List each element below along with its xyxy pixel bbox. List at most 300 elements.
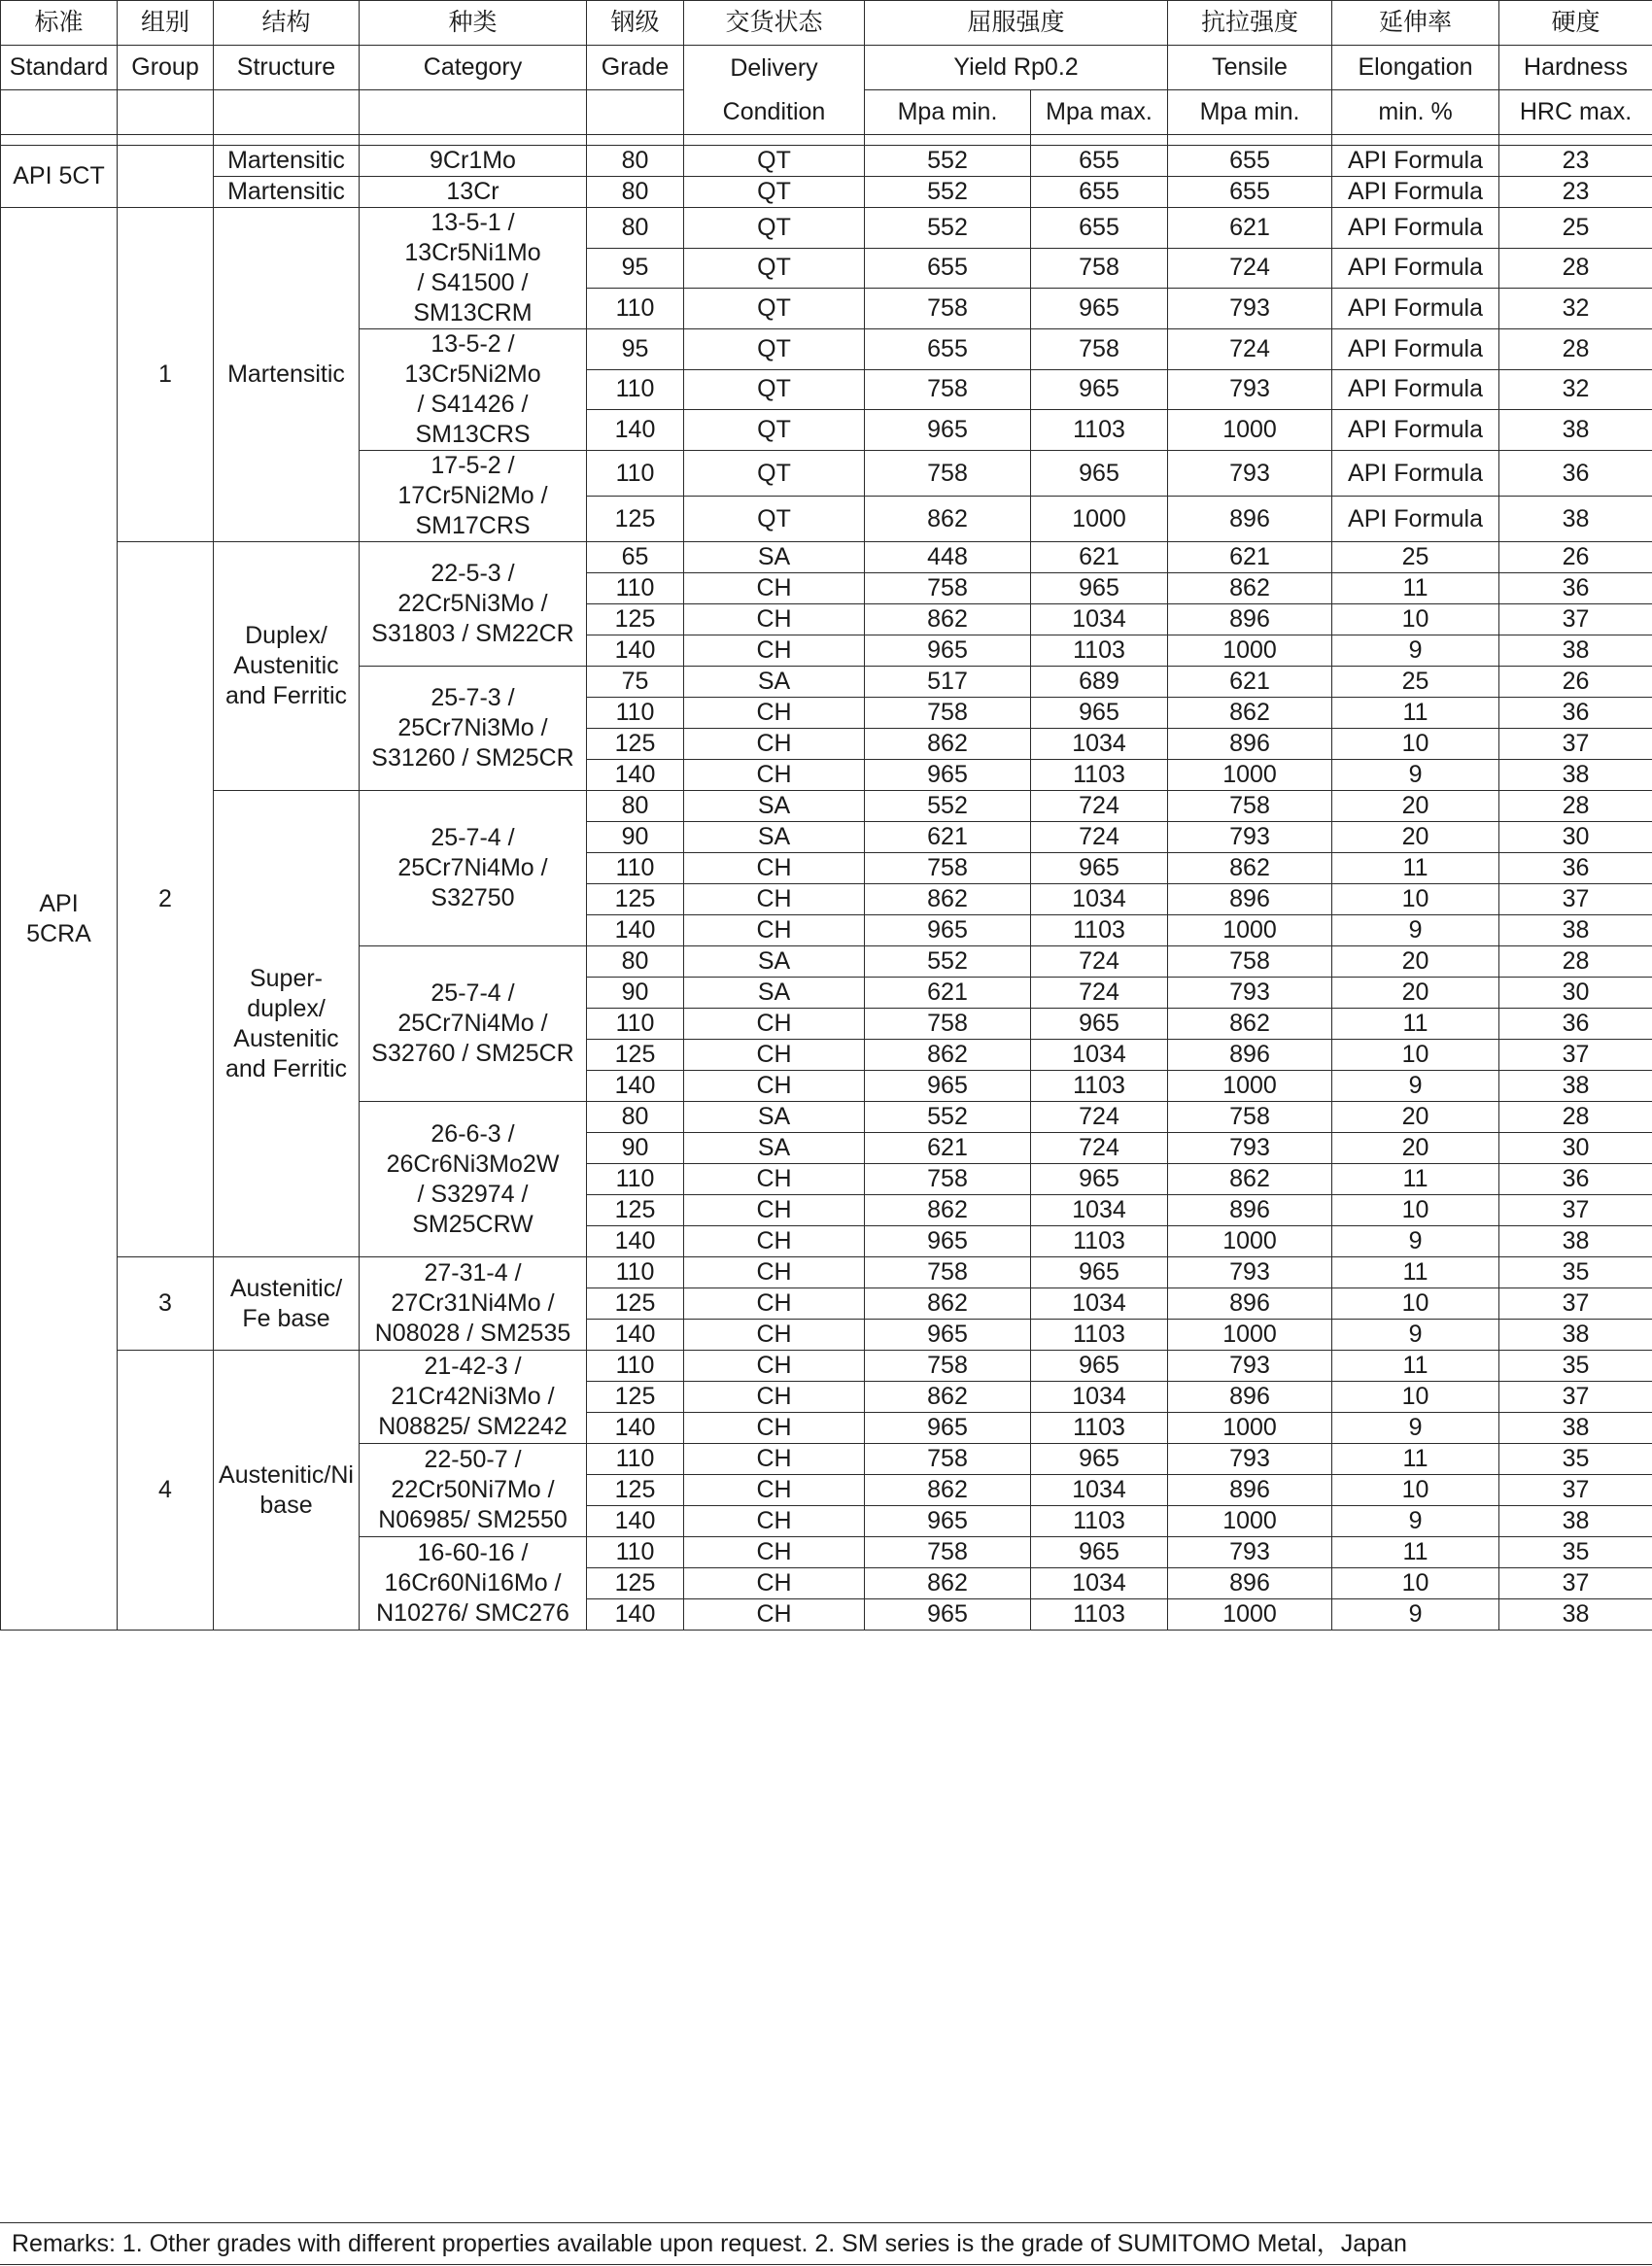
category-cell-line: S31803 / SM22CR xyxy=(371,620,574,647)
structure-cell-line: and Ferritic xyxy=(224,1054,348,1082)
grade-cell: 90 xyxy=(587,978,684,1009)
tensile-min-cell: 621 xyxy=(1168,542,1332,573)
grade-cell: 65 xyxy=(587,542,684,573)
tensile-min-cell: 655 xyxy=(1168,177,1332,208)
delivery-condition-cell: CH xyxy=(684,1226,865,1257)
header-delivery-line-2: Condition xyxy=(722,97,826,125)
table-body xyxy=(1,1,1652,1631)
elongation-cell: 10 xyxy=(1332,1288,1499,1320)
yield-min-cell: 862 xyxy=(865,604,1031,635)
hardness-cell: 37 xyxy=(1499,604,1652,635)
spacer-cell xyxy=(1031,135,1168,146)
category-cell-line: 13Cr xyxy=(446,178,499,205)
yield-min-cell: 965 xyxy=(865,1413,1031,1444)
tensile-min-cell: 793 xyxy=(1168,1537,1332,1568)
delivery-condition-cell: CH xyxy=(684,1257,865,1288)
elongation-cell: 9 xyxy=(1332,915,1499,946)
elongation-cell: 10 xyxy=(1332,729,1499,760)
yield-min-cell: 758 xyxy=(865,1537,1031,1568)
header-hardness-cn: 硬度 xyxy=(1499,1,1652,46)
category-cell xyxy=(360,667,587,791)
tensile-min-cell: 896 xyxy=(1168,1382,1332,1413)
hardness-cell: 28 xyxy=(1499,248,1652,289)
grade-cell: 140 xyxy=(587,760,684,791)
header-yield-cn: 屈服强度 xyxy=(865,1,1168,46)
yield-min-cell: 965 xyxy=(865,760,1031,791)
category-cell-line: 26Cr6Ni3Mo2W xyxy=(386,1150,560,1178)
header-grade-cn: 钢级 xyxy=(587,1,684,46)
grade-cell: 80 xyxy=(587,1102,684,1133)
grade-cell: 125 xyxy=(587,604,684,635)
table-row xyxy=(1,1351,1652,1382)
yield-min-cell: 862 xyxy=(865,884,1031,915)
delivery-condition-cell: QT xyxy=(684,329,865,370)
group-cell xyxy=(118,146,214,208)
spacer-cell xyxy=(587,135,684,146)
grade-cell: 140 xyxy=(587,915,684,946)
elongation-cell: API Formula xyxy=(1332,289,1499,329)
elongation-cell: 11 xyxy=(1332,1537,1499,1568)
yield-max-cell: 689 xyxy=(1031,667,1168,698)
delivery-condition-cell: CH xyxy=(684,1568,865,1599)
yield-max-cell: 1034 xyxy=(1031,1568,1168,1599)
header-unit-blank xyxy=(1,90,118,135)
header-unit-hardness: HRC max. xyxy=(1499,90,1652,135)
tensile-min-cell: 896 xyxy=(1168,497,1332,542)
yield-max-cell: 655 xyxy=(1031,208,1168,249)
yield-min-cell: 965 xyxy=(865,1599,1031,1631)
elongation-cell: 9 xyxy=(1332,1226,1499,1257)
tensile-min-cell: 862 xyxy=(1168,573,1332,604)
structure-cell xyxy=(214,146,360,177)
yield-min-cell: 655 xyxy=(865,248,1031,289)
tensile-min-cell: 1000 xyxy=(1168,410,1332,451)
spacer-cell xyxy=(1,135,118,146)
hardness-cell: 38 xyxy=(1499,1071,1652,1102)
tensile-min-cell: 621 xyxy=(1168,208,1332,249)
elongation-cell: 11 xyxy=(1332,1257,1499,1288)
yield-min-cell: 552 xyxy=(865,946,1031,978)
standard-cell-line: API xyxy=(39,889,79,917)
yield-max-cell: 724 xyxy=(1031,1133,1168,1164)
table-row xyxy=(1,791,1652,822)
yield-min-cell: 758 xyxy=(865,1351,1031,1382)
tensile-min-cell: 1000 xyxy=(1168,1226,1332,1257)
category-cell xyxy=(360,946,587,1102)
tensile-min-cell: 793 xyxy=(1168,1257,1332,1288)
table-row xyxy=(1,177,1652,208)
header-tensile-cn: 抗拉强度 xyxy=(1168,1,1332,46)
tensile-min-cell: 896 xyxy=(1168,729,1332,760)
yield-min-cell: 862 xyxy=(865,1568,1031,1599)
category-cell-line: 27Cr31Ni4Mo / xyxy=(391,1289,555,1317)
yield-min-cell: 621 xyxy=(865,1133,1031,1164)
grade-cell: 95 xyxy=(587,248,684,289)
table-row xyxy=(1,1257,1652,1288)
tensile-min-cell: 621 xyxy=(1168,667,1332,698)
category-cell-line: / S41500 / xyxy=(417,269,529,296)
tensile-min-cell: 793 xyxy=(1168,1351,1332,1382)
hardness-cell: 35 xyxy=(1499,1257,1652,1288)
elongation-cell: 9 xyxy=(1332,1506,1499,1537)
delivery-condition-cell: CH xyxy=(684,1195,865,1226)
grade-cell: 140 xyxy=(587,1071,684,1102)
yield-min-cell: 965 xyxy=(865,1226,1031,1257)
elongation-cell: 9 xyxy=(1332,1071,1499,1102)
hardness-cell: 25 xyxy=(1499,208,1652,249)
elongation-cell: API Formula xyxy=(1332,208,1499,249)
delivery-condition-cell: QT xyxy=(684,369,865,410)
hardness-cell: 38 xyxy=(1499,1599,1652,1631)
tensile-min-cell: 1000 xyxy=(1168,1320,1332,1351)
tensile-min-cell: 793 xyxy=(1168,978,1332,1009)
category-cell-line: S32760 / SM25CR xyxy=(371,1040,574,1067)
grade-cell: 95 xyxy=(587,329,684,370)
elongation-cell: 10 xyxy=(1332,1475,1499,1506)
grade-cell: 140 xyxy=(587,1599,684,1631)
header-category-cn: 种类 xyxy=(360,1,587,46)
yield-min-cell: 862 xyxy=(865,1288,1031,1320)
yield-min-cell: 965 xyxy=(865,1506,1031,1537)
yield-max-cell: 1034 xyxy=(1031,884,1168,915)
hardness-cell: 36 xyxy=(1499,573,1652,604)
delivery-condition-cell: CH xyxy=(684,1413,865,1444)
hardness-cell: 38 xyxy=(1499,1320,1652,1351)
yield-max-cell: 724 xyxy=(1031,1102,1168,1133)
delivery-condition-cell: CH xyxy=(684,853,865,884)
standard-cell-line: 5CRA xyxy=(26,919,91,947)
tensile-min-cell: 793 xyxy=(1168,1444,1332,1475)
header-spacer-row xyxy=(1,135,1652,146)
elongation-cell: 11 xyxy=(1332,573,1499,604)
grade-cell: 125 xyxy=(587,1382,684,1413)
tensile-min-cell: 724 xyxy=(1168,329,1332,370)
hardness-cell: 36 xyxy=(1499,451,1652,497)
structure-cell-line: duplex/ xyxy=(247,994,326,1022)
grade-cell: 125 xyxy=(587,497,684,542)
grade-cell: 110 xyxy=(587,573,684,604)
category-cell-line: 25Cr7Ni4Mo / xyxy=(397,1010,548,1037)
delivery-condition-cell: CH xyxy=(684,1506,865,1537)
elongation-cell: 10 xyxy=(1332,1195,1499,1226)
grade-cell: 80 xyxy=(587,946,684,978)
yield-max-cell: 724 xyxy=(1031,791,1168,822)
yield-min-cell: 758 xyxy=(865,1257,1031,1288)
delivery-condition-cell: CH xyxy=(684,915,865,946)
grade-cell: 80 xyxy=(587,208,684,249)
yield-min-cell: 758 xyxy=(865,289,1031,329)
category-cell-line: 25-7-4 / xyxy=(430,824,515,851)
yield-max-cell: 965 xyxy=(1031,1009,1168,1040)
grade-cell: 125 xyxy=(587,1288,684,1320)
hardness-cell: 28 xyxy=(1499,946,1652,978)
spacer-cell xyxy=(118,135,214,146)
category-cell-line: 13Cr5Ni1Mo xyxy=(404,239,541,266)
tensile-min-cell: 896 xyxy=(1168,1288,1332,1320)
hardness-cell: 36 xyxy=(1499,1009,1652,1040)
category-cell-line: 25-7-4 / xyxy=(430,979,515,1007)
category-cell-line: 13Cr5Ni2Mo xyxy=(404,360,541,388)
category-cell-line: 25Cr7Ni4Mo / xyxy=(397,854,548,881)
category-cell-line: S32750 xyxy=(430,884,515,911)
spacer-cell xyxy=(1168,135,1332,146)
structure-cell xyxy=(214,542,360,791)
hardness-cell: 37 xyxy=(1499,884,1652,915)
elongation-cell: 10 xyxy=(1332,884,1499,915)
yield-min-cell: 862 xyxy=(865,1475,1031,1506)
delivery-condition-cell: SA xyxy=(684,791,865,822)
header-structure-cn: 结构 xyxy=(214,1,360,46)
structure-cell-line: base xyxy=(259,1491,313,1519)
structure-cell-line: Austenitic xyxy=(233,652,339,679)
delivery-condition-cell: QT xyxy=(684,177,865,208)
elongation-cell: API Formula xyxy=(1332,451,1499,497)
yield-min-cell: 758 xyxy=(865,853,1031,884)
yield-max-cell: 758 xyxy=(1031,329,1168,370)
hardness-cell: 35 xyxy=(1499,1444,1652,1475)
yield-max-cell: 965 xyxy=(1031,853,1168,884)
delivery-condition-cell: SA xyxy=(684,946,865,978)
spacer-cell xyxy=(360,135,587,146)
elongation-cell: 20 xyxy=(1332,946,1499,978)
tensile-min-cell: 1000 xyxy=(1168,1599,1332,1631)
structure-cell-line: and Ferritic xyxy=(224,682,348,709)
category-cell-line: S31260 / SM25CR xyxy=(371,744,574,772)
hardness-cell: 23 xyxy=(1499,177,1652,208)
grade-cell: 110 xyxy=(587,1257,684,1288)
delivery-condition-cell: CH xyxy=(684,1537,865,1568)
yield-min-cell: 552 xyxy=(865,1102,1031,1133)
category-cell-line: 17-5-2 / xyxy=(430,452,515,479)
hardness-cell: 23 xyxy=(1499,146,1652,177)
standard-cell xyxy=(1,146,118,208)
category-cell-line: SM13CRS xyxy=(415,421,531,448)
grade-cell: 90 xyxy=(587,1133,684,1164)
delivery-condition-cell: CH xyxy=(684,573,865,604)
delivery-condition-cell: CH xyxy=(684,1009,865,1040)
yield-min-cell: 552 xyxy=(865,146,1031,177)
elongation-cell: 20 xyxy=(1332,1102,1499,1133)
group-cell: 3 xyxy=(118,1257,214,1351)
yield-max-cell: 965 xyxy=(1031,573,1168,604)
structure-cell-line: Duplex/ xyxy=(245,622,327,649)
grade-cell: 140 xyxy=(587,410,684,451)
yield-min-cell: 448 xyxy=(865,542,1031,573)
category-cell-line: SM17CRS xyxy=(415,512,531,539)
spacer-cell xyxy=(1332,135,1499,146)
hardness-cell: 38 xyxy=(1499,410,1652,451)
yield-max-cell: 1034 xyxy=(1031,604,1168,635)
category-cell-line: 25Cr7Ni3Mo / xyxy=(397,714,548,741)
tensile-min-cell: 655 xyxy=(1168,146,1332,177)
grade-cell: 125 xyxy=(587,1475,684,1506)
hardness-cell: 35 xyxy=(1499,1537,1652,1568)
yield-min-cell: 862 xyxy=(865,1382,1031,1413)
hardness-cell: 38 xyxy=(1499,1506,1652,1537)
grade-cell: 110 xyxy=(587,1009,684,1040)
category-cell-line: 26-6-3 / xyxy=(430,1119,515,1148)
elongation-cell: API Formula xyxy=(1332,369,1499,410)
yield-min-cell: 758 xyxy=(865,698,1031,729)
category-cell xyxy=(360,1257,587,1351)
tensile-min-cell: 1000 xyxy=(1168,1071,1332,1102)
tensile-min-cell: 1000 xyxy=(1168,635,1332,667)
yield-min-cell: 517 xyxy=(865,667,1031,698)
yield-min-cell: 862 xyxy=(865,1040,1031,1071)
tensile-min-cell: 793 xyxy=(1168,451,1332,497)
tensile-min-cell: 758 xyxy=(1168,946,1332,978)
hardness-cell: 37 xyxy=(1499,1288,1652,1320)
tensile-min-cell: 896 xyxy=(1168,1475,1332,1506)
structure-cell-line: Martensitic xyxy=(227,360,345,388)
tensile-min-cell: 793 xyxy=(1168,289,1332,329)
yield-max-cell: 1103 xyxy=(1031,1506,1168,1537)
elongation-cell: 25 xyxy=(1332,542,1499,573)
delivery-condition-cell: SA xyxy=(684,542,865,573)
group-cell: 4 xyxy=(118,1351,214,1631)
yield-max-cell: 655 xyxy=(1031,146,1168,177)
tensile-min-cell: 1000 xyxy=(1168,1413,1332,1444)
grade-cell: 125 xyxy=(587,884,684,915)
header-category-en: Category xyxy=(360,46,587,90)
yield-max-cell: 965 xyxy=(1031,451,1168,497)
delivery-condition-cell: CH xyxy=(684,760,865,791)
category-cell xyxy=(360,451,587,542)
group-cell: 2 xyxy=(118,542,214,1257)
delivery-condition-cell: QT xyxy=(684,146,865,177)
header-tensile-en: Tensile xyxy=(1168,46,1332,90)
yield-max-cell: 965 xyxy=(1031,1351,1168,1382)
structure-cell-line: Austenitic/Ni xyxy=(219,1460,354,1489)
hardness-cell: 32 xyxy=(1499,289,1652,329)
delivery-condition-cell: SA xyxy=(684,667,865,698)
structure-cell xyxy=(214,791,360,1257)
category-cell-line: / S41426 / xyxy=(417,391,529,418)
hardness-cell: 36 xyxy=(1499,1164,1652,1195)
tensile-min-cell: 1000 xyxy=(1168,760,1332,791)
spacer-cell xyxy=(214,135,360,146)
grade-cell: 140 xyxy=(587,635,684,667)
header-unit-tensile-min: Mpa min. xyxy=(1168,90,1332,135)
yield-max-cell: 1034 xyxy=(1031,1382,1168,1413)
structure-cell-line: Martensitic xyxy=(227,178,345,205)
header-unit-elongation: min. % xyxy=(1332,90,1499,135)
elongation-cell: 10 xyxy=(1332,604,1499,635)
yield-min-cell: 862 xyxy=(865,1195,1031,1226)
delivery-condition-cell: CH xyxy=(684,1040,865,1071)
tensile-min-cell: 862 xyxy=(1168,1009,1332,1040)
yield-max-cell: 1103 xyxy=(1031,760,1168,791)
elongation-cell: API Formula xyxy=(1332,146,1499,177)
elongation-cell: 9 xyxy=(1332,635,1499,667)
tensile-min-cell: 758 xyxy=(1168,1102,1332,1133)
yield-max-cell: 1103 xyxy=(1031,410,1168,451)
yield-max-cell: 1103 xyxy=(1031,1320,1168,1351)
delivery-condition-cell: CH xyxy=(684,884,865,915)
hardness-cell: 37 xyxy=(1499,1475,1652,1506)
header-grade-en: Grade xyxy=(587,46,684,90)
category-cell-line: N10276/ SMC276 xyxy=(376,1599,569,1627)
yield-max-cell: 1034 xyxy=(1031,1040,1168,1071)
yield-max-cell: 621 xyxy=(1031,542,1168,573)
tensile-min-cell: 793 xyxy=(1168,1133,1332,1164)
delivery-condition-cell: CH xyxy=(684,1351,865,1382)
standard-cell xyxy=(1,208,118,1631)
category-cell-line: N08028 / SM2535 xyxy=(374,1320,571,1347)
header-delivery-cn: 交货状态 xyxy=(684,1,865,46)
grade-cell: 140 xyxy=(587,1413,684,1444)
delivery-condition-cell: CH xyxy=(684,1288,865,1320)
category-cell-line: 21-42-3 / xyxy=(424,1353,522,1380)
hardness-cell: 38 xyxy=(1499,915,1652,946)
tensile-min-cell: 896 xyxy=(1168,1568,1332,1599)
delivery-condition-cell: CH xyxy=(684,1320,865,1351)
structure-cell xyxy=(214,177,360,208)
table-row xyxy=(1,542,1652,573)
category-cell xyxy=(360,146,587,177)
structure-cell xyxy=(214,1257,360,1351)
spacer-cell xyxy=(865,135,1031,146)
delivery-condition-cell: CH xyxy=(684,1444,865,1475)
hardness-cell: 37 xyxy=(1499,1382,1652,1413)
elongation-cell: 11 xyxy=(1332,1444,1499,1475)
tensile-min-cell: 862 xyxy=(1168,1164,1332,1195)
grade-cell: 80 xyxy=(587,791,684,822)
hardness-cell: 37 xyxy=(1499,729,1652,760)
elongation-cell: 20 xyxy=(1332,1133,1499,1164)
elongation-cell: 20 xyxy=(1332,791,1499,822)
grade-cell: 110 xyxy=(587,1351,684,1382)
category-cell-line: 17Cr5Ni2Mo / xyxy=(397,482,548,509)
hardness-cell: 26 xyxy=(1499,667,1652,698)
yield-min-cell: 965 xyxy=(865,410,1031,451)
yield-min-cell: 862 xyxy=(865,729,1031,760)
group-cell: 1 xyxy=(118,208,214,542)
yield-min-cell: 655 xyxy=(865,329,1031,370)
hardness-cell: 26 xyxy=(1499,542,1652,573)
tensile-min-cell: 896 xyxy=(1168,884,1332,915)
yield-max-cell: 724 xyxy=(1031,946,1168,978)
category-cell-line: 16Cr60Ni16Mo / xyxy=(384,1569,562,1596)
yield-max-cell: 965 xyxy=(1031,369,1168,410)
header-unit-blank xyxy=(118,90,214,135)
tensile-min-cell: 896 xyxy=(1168,604,1332,635)
header-elongation-en: Elongation xyxy=(1332,46,1499,90)
yield-max-cell: 965 xyxy=(1031,1444,1168,1475)
grade-cell: 110 xyxy=(587,451,684,497)
grade-cell: 110 xyxy=(587,853,684,884)
grade-cell: 90 xyxy=(587,822,684,853)
category-cell-line: 9Cr1Mo xyxy=(430,147,516,174)
header-structure-en: Structure xyxy=(214,46,360,90)
delivery-condition-cell: CH xyxy=(684,698,865,729)
elongation-cell: 10 xyxy=(1332,1568,1499,1599)
header-group-en: Group xyxy=(118,46,214,90)
elongation-cell: 9 xyxy=(1332,1599,1499,1631)
yield-max-cell: 724 xyxy=(1031,978,1168,1009)
structure-cell xyxy=(214,208,360,542)
delivery-condition-cell: CH xyxy=(684,1382,865,1413)
hardness-cell: 30 xyxy=(1499,1133,1652,1164)
category-cell xyxy=(360,1102,587,1257)
elongation-cell: 11 xyxy=(1332,1351,1499,1382)
yield-min-cell: 965 xyxy=(865,1071,1031,1102)
header-standard-en: Standard xyxy=(1,46,118,90)
tensile-min-cell: 793 xyxy=(1168,822,1332,853)
category-cell xyxy=(360,1351,587,1444)
header-unit-yield-min: Mpa min. xyxy=(865,90,1031,135)
structure-cell-line: Martensitic xyxy=(227,147,345,174)
